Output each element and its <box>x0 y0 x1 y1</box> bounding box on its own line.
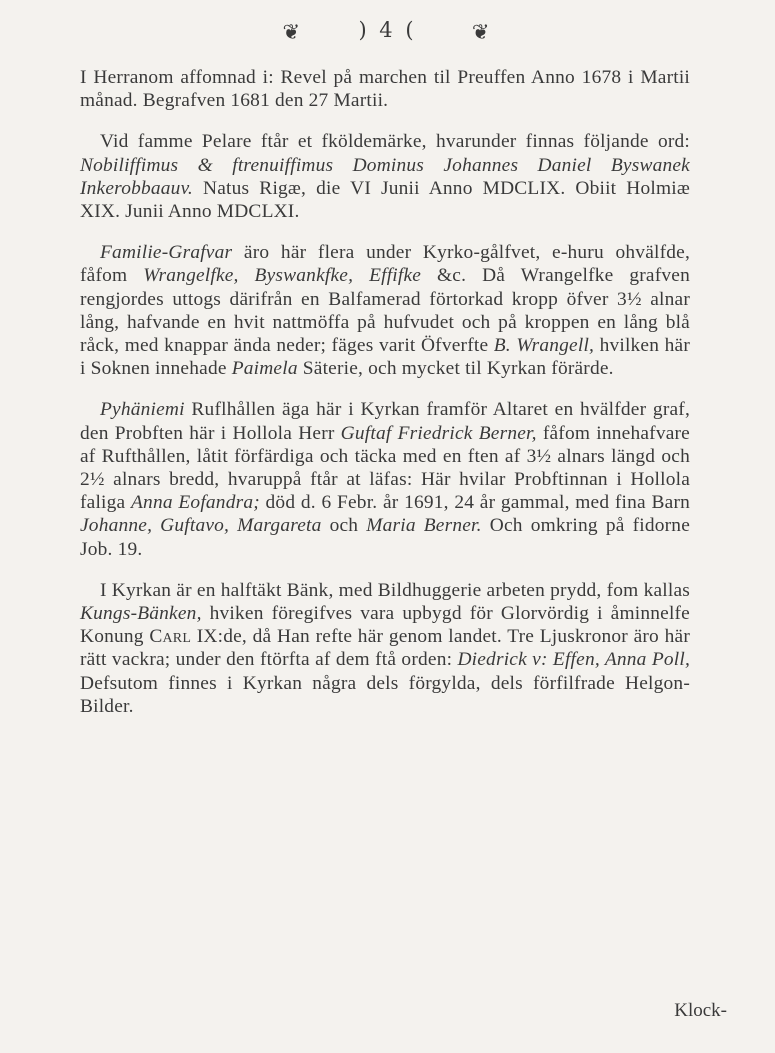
fleuron-ornament-left: ❦ <box>282 19 304 44</box>
text-run: IX:de, då Han refte här genom landet. Tre Ljuskronor äro här rätt vackra; under den ftörfta af dem ftå orden: <box>80 626 690 671</box>
italic-text: Johanne, Guftavo, Margareta <box>80 515 322 537</box>
italic-text: Pyhäniemi <box>100 399 185 421</box>
italic-text: Familie-Grafvar <box>100 242 233 264</box>
body-text <box>80 66 690 718</box>
paragraph-p5 <box>80 579 690 718</box>
text-run: hvilken här i Soknen innehade <box>80 335 690 380</box>
paragraph-p1 <box>80 66 690 112</box>
page-number: ) 4 ( <box>358 18 417 42</box>
text-run: Ruflhållen äga här i Kyrkan framför Altaret en hvälfder graf, den Probften här i Hollola Herr <box>80 399 690 444</box>
italic-text: Diedrick v: Effen, Anna Poll, <box>457 649 690 671</box>
fleuron-ornament-right: ❦ <box>471 19 493 44</box>
paragraph-p4 <box>80 398 690 560</box>
page-header <box>0 18 775 58</box>
paragraph-p3 <box>80 241 690 380</box>
italic-text: Paimela <box>231 358 298 380</box>
text-run: äro här flera under Kyrko-gålfvet, e-huru ohvälfde, fåfom <box>80 242 690 287</box>
text-run: Säterie, och mycket til Kyrkan förärde. <box>297 358 614 380</box>
text-run: hviken föregifves vara upbygd för Glorvördig i åminnelfe Konung <box>80 603 690 648</box>
italic-text: Guftaf Friedrick Berner, <box>340 422 537 444</box>
italic-text: B. Wrangell, <box>493 335 595 357</box>
text-run: I Herranom affomnad i: Revel på marchen til Preuffen Anno 1678 i Martii månad. Begrafven 1681 den 27 Martii. <box>80 67 690 112</box>
catchword: Klock- <box>674 1000 727 1021</box>
italic-text: Nobiliffimus & ftrenuiffimus Dominus Johannes Daniel Byswanek Inkerobbaauv. <box>80 154 690 199</box>
text-run: &c. Då Wrangelfke grafven rengjordes uttogs därifrån en Balfamerad förtorkad kropp öfver 3½ alnar lång, hafvande en hvit nattmöffa på hufvudet och på kroppen en lång blå råck, med knappar ända neder; fäges varit Öfverfte <box>80 265 690 357</box>
paragraph-p2 <box>80 130 690 223</box>
text-run: död d. 6 Febr. år 1691, 24 år gammal, med fina Barn <box>259 492 690 514</box>
text-run: I Kyrkan är en halftäkt Bänk, med Bildhuggerie arbeten prydd, fom kallas <box>100 579 690 601</box>
italic-text: Kungs-Bänken, <box>80 603 202 625</box>
text-run: Och omkring på fidorne Job. 19. <box>80 515 690 560</box>
italic-text: Anna Eofandra; <box>131 492 260 514</box>
text-run: Defsutom finnes i Kyrkan några dels förgylda, dels förfilfrade Helgon-Bilder. <box>80 672 690 717</box>
text-run: Vid famme Pelare ftår et fköldemärke, hvarunder finnas följande ord: <box>100 131 690 153</box>
text-run: och <box>321 515 367 537</box>
text-run: fåfom innehafvare af Rufthållen, låtit förfärdiga och täcka med en ften af 3½ alnars längd och 2½ alnars bredd, hvaruppå ftår at läfas: Här hvilar Probftinnan i Hollola faliga <box>80 422 690 514</box>
text-run: Natus Rigæ, die VI Junii Anno MDCLIX. Obiit Holmiæ XIX. Junii Anno MDCLXI. <box>80 177 690 223</box>
italic-text: Wrangelfke, Byswankfke, Effifke <box>143 265 422 287</box>
small-caps-text: Carl <box>149 626 192 648</box>
italic-text: Maria Berner. <box>366 515 482 537</box>
